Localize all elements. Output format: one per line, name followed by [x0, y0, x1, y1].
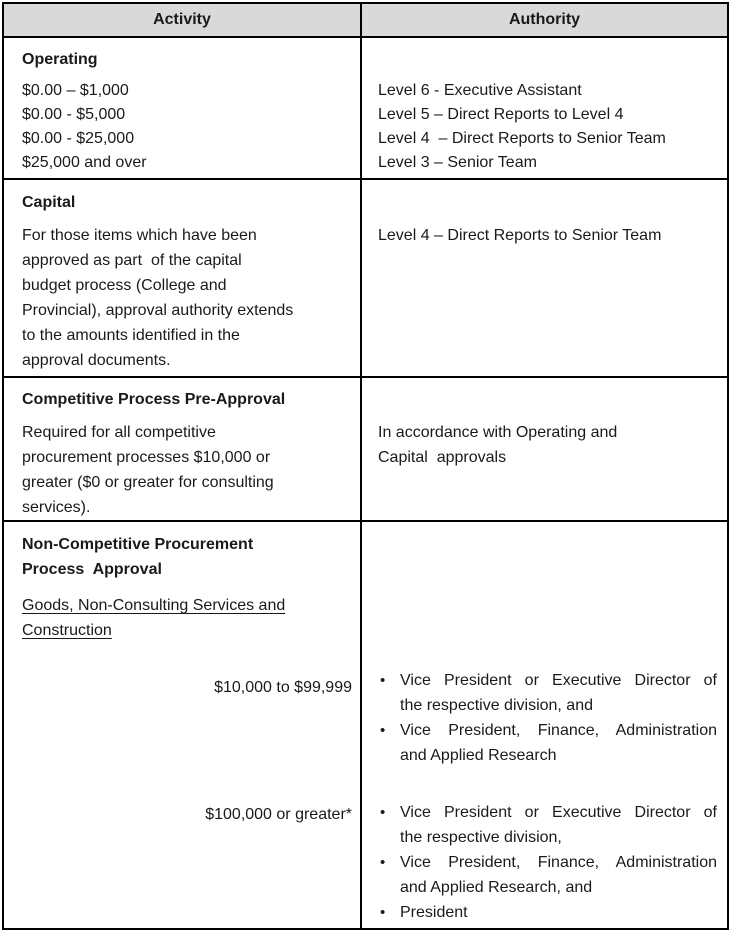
capital-authority-cell [362, 180, 727, 378]
operating-activity-cell [4, 38, 362, 180]
capital-activity-cell [4, 180, 362, 378]
competitive-activity-cell [4, 378, 362, 522]
approver-line: • President [400, 904, 468, 921]
approver-line: the respective division, [400, 829, 562, 846]
tier-1-amount: $10,000 to $99,999 [214, 679, 352, 696]
approver-line: • Vice President or Executive Director of [400, 672, 717, 689]
operating-amount-line: $0.00 - $25,000 [22, 130, 135, 147]
tier-2-amount: $100,000 or greater* [205, 806, 352, 823]
noncompetitive-authority-cell [362, 522, 727, 928]
approver-line: • Vice President, Finance, Administration [400, 854, 717, 871]
competitive-paragraph-line: Required for all competitive [22, 424, 216, 441]
noncompetitive-section-heading [22, 532, 360, 582]
approver-item [378, 850, 717, 900]
capital-paragraph-line: approved as part of the capital [22, 252, 242, 269]
approver-line: and Applied Research [400, 747, 557, 764]
capital-paragraph-line: to the amounts identified in the [22, 327, 240, 344]
goods-subheading-line: Goods, Non-Consulting Services and [22, 597, 286, 614]
approver-item [378, 718, 717, 768]
approver-item [378, 668, 717, 718]
operating-section-heading: Operating [22, 51, 98, 68]
approval-authority-table [2, 2, 729, 930]
authority-level-line: Level 6 - Executive Assistant [378, 82, 582, 99]
approver-line: the respective division, and [400, 697, 593, 714]
competitive-paragraph-line: greater ($0 or greater for consulting [22, 474, 274, 491]
operating-amount-line: $0.00 - $5,000 [22, 106, 126, 123]
activity-header-label: Activity [153, 11, 211, 28]
column-header-authority [362, 4, 727, 38]
operating-authority-cell [362, 38, 727, 180]
competitive-authority-cell [362, 378, 727, 522]
operating-amount-line: $0.00 – $1,000 [22, 82, 129, 99]
approver-line: • Vice President, Finance, Administration [400, 722, 717, 739]
authority-text-line: Capital approvals [378, 449, 507, 466]
tier-1-approver-list [378, 668, 717, 768]
authority-header-label: Authority [508, 11, 581, 28]
column-header-activity [4, 4, 362, 38]
competitive-paragraph-line: procurement processes $10,000 or [22, 449, 271, 466]
tier-2-approver-list [378, 800, 717, 925]
authority-text-line: In accordance with Operating and [378, 424, 618, 441]
approver-line: and Applied Research, and [400, 879, 593, 896]
competitive-section-heading: Competitive Process Pre-Approval [22, 391, 286, 408]
authority-level-line: Level 4 – Direct Reports to Senior Team [378, 227, 662, 244]
competitive-paragraph-line: services). [22, 499, 91, 516]
capital-section-heading: Capital [22, 194, 76, 211]
capital-paragraph-line: budget process (College and [22, 277, 227, 294]
approver-item [378, 900, 717, 925]
authority-level-line: Level 3 – Senior Team [378, 154, 537, 171]
noncompetitive-activity-cell [4, 522, 362, 928]
capital-paragraph-line: For those items which have been [22, 227, 257, 244]
goods-subheading [22, 593, 360, 643]
capital-paragraph-line: Provincial), approval authority extends [22, 302, 294, 319]
capital-paragraph-line: approval documents. [22, 352, 171, 369]
noncompetitive-heading-line: Non-Competitive Procurement [22, 536, 254, 553]
approver-item [378, 800, 717, 850]
operating-amount-line: $25,000 and over [22, 154, 147, 171]
authority-level-line: Level 5 – Direct Reports to Level 4 [378, 106, 624, 123]
approver-line: • Vice President or Executive Director of [400, 804, 717, 821]
noncompetitive-heading-line: Process Approval [22, 561, 162, 578]
authority-level-line: Level 4 – Direct Reports to Senior Team [378, 130, 666, 147]
goods-subheading-line: Construction [22, 622, 112, 639]
